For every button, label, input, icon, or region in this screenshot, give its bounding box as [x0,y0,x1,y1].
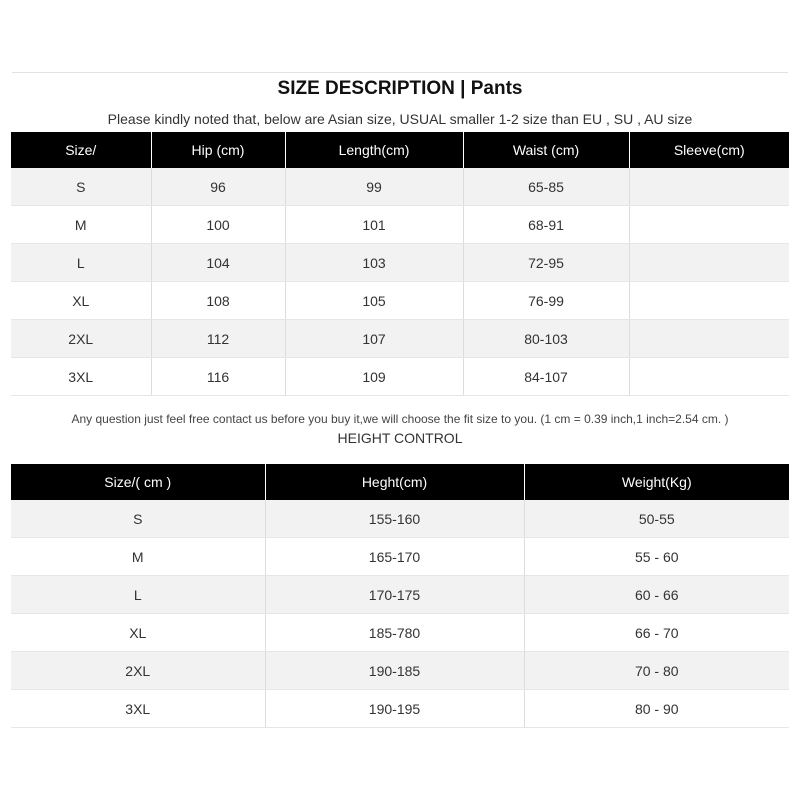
table-row [11,282,789,320]
table-row [11,244,789,282]
table-row [11,652,789,690]
waist-cell: 80-103 [463,320,629,358]
sleeve-cell [629,244,789,282]
weight-cell: 70 - 80 [524,652,789,690]
size-cell: L [11,244,151,282]
top-divider [12,72,788,73]
sleeve-col-header: Sleeve(cm) [629,132,789,168]
hip-cell: 112 [151,320,285,358]
hip-cell: 116 [151,358,285,396]
length-cell: 107 [285,320,463,358]
sleeve-cell [629,168,789,206]
size-cell: L [11,576,265,614]
size-col-header: Size/ [11,132,151,168]
waist-cell: 76-99 [463,282,629,320]
table-row [11,576,789,614]
hip-cell: 104 [151,244,285,282]
weight-cell: 66 - 70 [524,614,789,652]
waist-col-header: Waist (cm) [463,132,629,168]
height-cell: 170-175 [265,576,524,614]
weight-col-header: Weight(Kg) [524,464,789,500]
size-cell: S [11,168,151,206]
fit-note: Any question just feel free contact us before you buy it,we will choose the fit size to you. (1 cm = 0.39 inch,1 inch=2.54 cm. ) [71,412,729,426]
size-cell: 3XL [11,690,265,728]
height-cell: 155-160 [265,500,524,538]
size-table-header-row [11,132,789,168]
table-row [11,358,789,396]
size-cell: M [11,206,151,244]
hip-cell: 108 [151,282,285,320]
table-row [11,320,789,358]
height-cell: 190-185 [265,652,524,690]
table-row [11,614,789,652]
height-cell: 190-195 [265,690,524,728]
hip-col-header: Hip (cm) [151,132,285,168]
length-cell: 101 [285,206,463,244]
size-cell: 2XL [11,320,151,358]
table-row [11,206,789,244]
height-cell: 185-780 [265,614,524,652]
weight-cell: 55 - 60 [524,538,789,576]
sleeve-cell [629,320,789,358]
length-cell: 105 [285,282,463,320]
table-row [11,500,789,538]
size-cell: XL [11,282,151,320]
table-row [11,168,789,206]
waist-cell: 72-95 [463,244,629,282]
hip-cell: 96 [151,168,285,206]
sleeve-cell [629,282,789,320]
size-cell: 3XL [11,358,151,396]
waist-cell: 65-85 [463,168,629,206]
length-cell: 99 [285,168,463,206]
height-table-header-row [11,464,789,500]
table-row [11,538,789,576]
table-row [11,690,789,728]
size-col-header: Size/( cm ) [11,464,265,500]
weight-cell: 50-55 [524,500,789,538]
size-cell: S [11,500,265,538]
waist-cell: 84-107 [463,358,629,396]
hip-cell: 100 [151,206,285,244]
waist-cell: 68-91 [463,206,629,244]
sleeve-cell [629,358,789,396]
length-col-header: Length(cm) [285,132,463,168]
size-cell: XL [11,614,265,652]
length-cell: 109 [285,358,463,396]
page-title: SIZE DESCRIPTION | Pants [277,78,523,99]
height-col-header: Heght(cm) [265,464,524,500]
page-subtitle: Please kindly noted that, below are Asian size, USUAL smaller 1-2 size than EU , SU , AU size [107,111,693,127]
weight-cell: 80 - 90 [524,690,789,728]
size-table [11,132,789,396]
height-table [11,464,789,728]
size-cell: M [11,538,265,576]
sleeve-cell [629,206,789,244]
weight-cell: 60 - 66 [524,576,789,614]
height-cell: 165-170 [265,538,524,576]
height-control-title: HEIGHT CONTROL [337,430,463,446]
length-cell: 103 [285,244,463,282]
size-cell: 2XL [11,652,265,690]
